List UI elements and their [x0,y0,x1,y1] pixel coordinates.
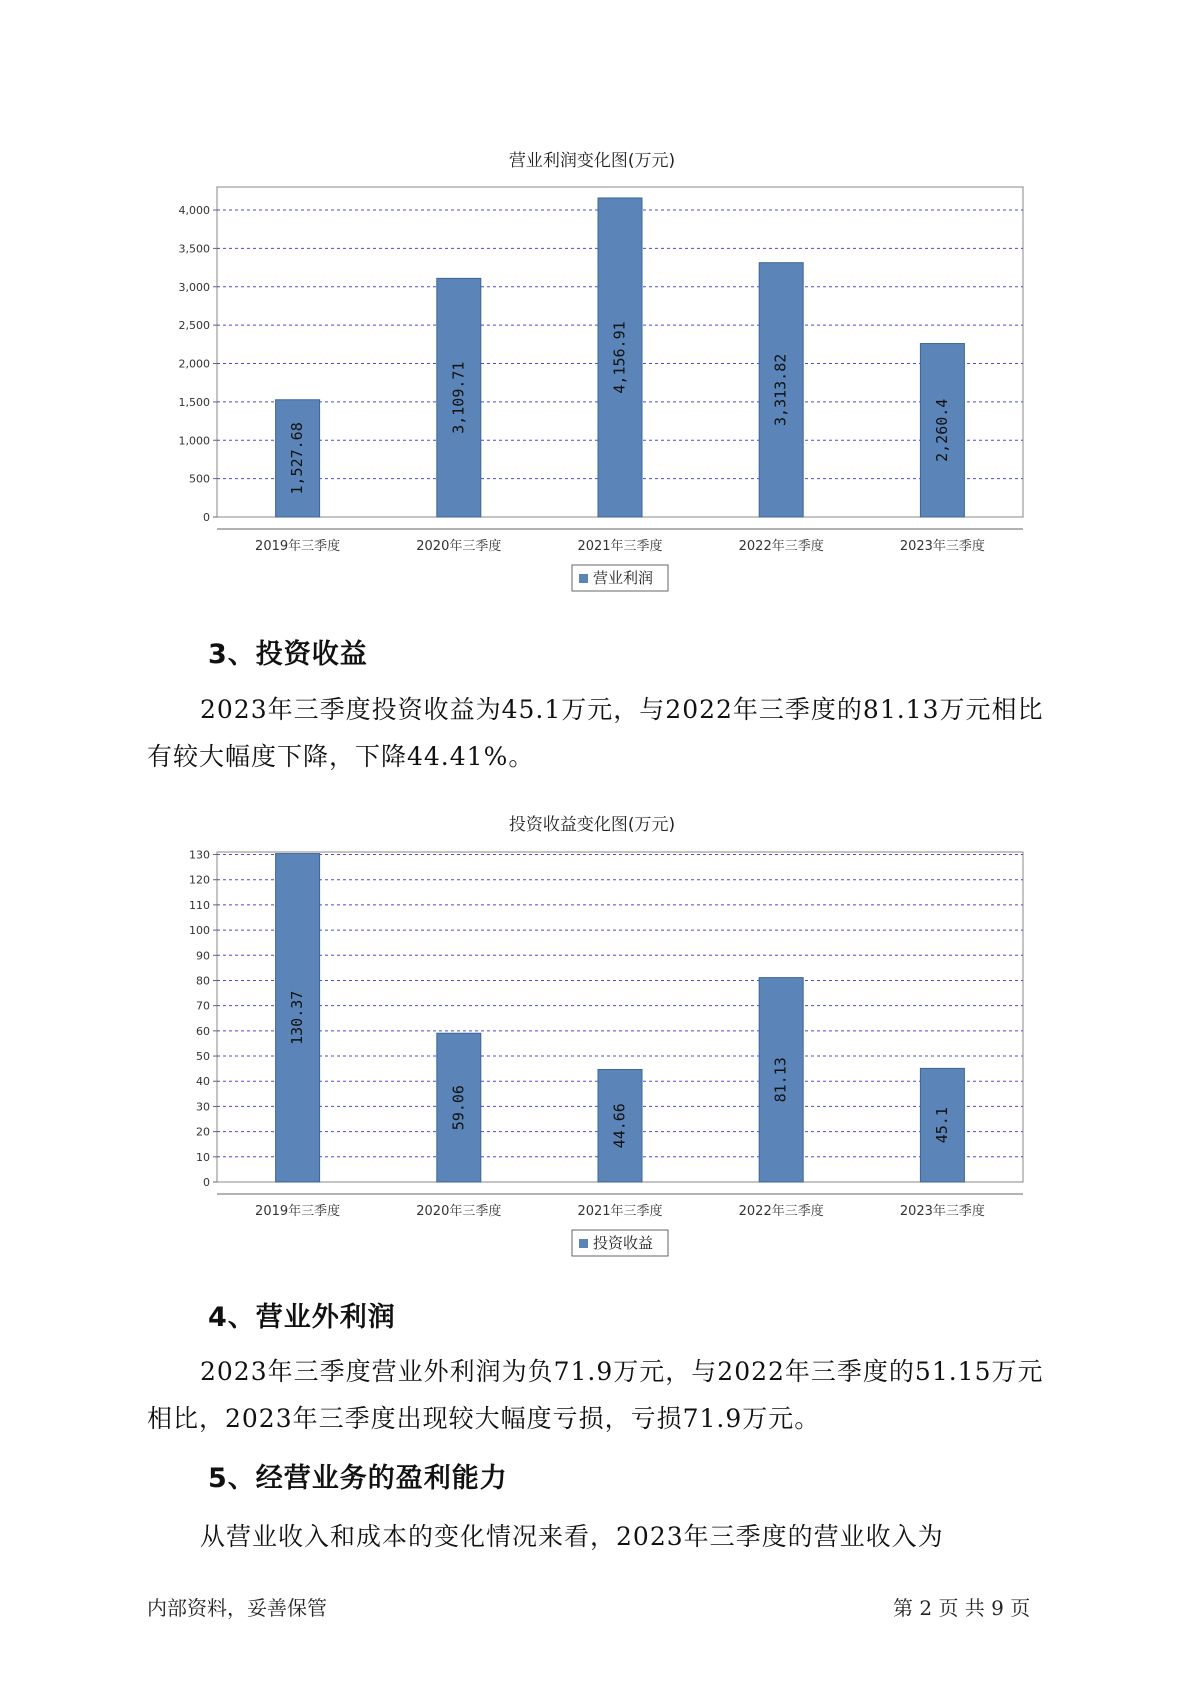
legend-swatch [579,1239,588,1248]
y-tick-label: 100 [189,924,210,938]
chart-title: 投资收益变化图(万元) [508,815,676,835]
y-tick-label: 60 [196,1024,210,1038]
legend-swatch [579,574,588,583]
y-tick-label: 120 [189,873,210,887]
y-tick-label: 30 [196,1100,210,1114]
section-heading: 4、营业外利润 [208,1302,396,1333]
y-tick-label: 130 [189,848,210,862]
y-tick-label: 110 [189,898,210,912]
data-label: 1,527.68 [288,422,307,495]
paragraph-line: 从营业收入和成本的变化情况来看，2023年三季度的营业收入为 [200,1522,944,1551]
x-tick-label: 2021年三季度 [577,1204,663,1219]
y-tick-label: 10 [196,1150,210,1164]
y-tick-label: 2,500 [178,319,210,333]
x-tick-label: 2019年三季度 [255,1204,341,1219]
data-label: 2,260.4 [932,398,951,462]
x-tick-label: 2023年三季度 [899,539,985,554]
data-label: 3,313.82 [771,353,790,426]
x-tick-label: 2020年三季度 [416,539,502,554]
data-label: 81.13 [771,1057,790,1103]
footer-note: 内部资料，妥善保管 [147,1596,327,1620]
y-tick-label: 1,500 [178,395,210,409]
y-tick-label: 1,000 [178,434,210,448]
paragraph-line: 相比，2023年三季度出现较大幅度亏损，亏损71.9万元。 [147,1404,821,1433]
page-number: 第 2 页 共 9 页 [893,1596,1031,1620]
data-label: 44.66 [610,1103,629,1149]
data-label: 4,156.91 [610,321,629,394]
data-label: 59.06 [449,1085,468,1131]
y-tick-label: 20 [196,1125,210,1139]
y-tick-label: 4,000 [178,204,210,218]
operating-profit-chart [150,175,1030,595]
x-tick-label: 2022年三季度 [738,539,824,554]
paragraph-line: 2023年三季度投资收益为45.1万元，与2022年三季度的81.13万元相比 [200,695,1044,724]
y-tick-label: 3,000 [178,280,210,294]
section-heading: 5、经营业务的盈利能力 [208,1463,508,1494]
legend-label: 投资收益 [593,1234,654,1252]
x-tick-label: 2020年三季度 [416,1204,502,1219]
section-heading: 3、投资收益 [208,639,368,670]
legend-label: 营业利润 [593,569,654,587]
y-tick-label: 50 [196,1050,210,1064]
paragraph-line: 有较大幅度下降，下降44.41%。 [147,742,535,771]
y-tick-label: 3,500 [178,242,210,256]
paragraph-line: 2023年三季度营业外利润为负71.9万元，与2022年三季度的51.15万元 [200,1357,1044,1386]
x-tick-label: 2021年三季度 [577,539,663,554]
data-label: 130.37 [288,990,307,1045]
y-tick-label: 500 [189,472,210,486]
y-tick-label: 40 [196,1075,210,1089]
y-tick-label: 0 [203,1176,210,1189]
y-tick-label: 70 [196,999,210,1013]
x-tick-label: 2022年三季度 [738,1204,824,1219]
investment-income-chart [150,840,1030,1260]
x-tick-label: 2019年三季度 [255,539,341,554]
data-label: 3,109.71 [449,361,468,434]
y-tick-label: 2,000 [178,357,210,371]
chart-title: 营业利润变化图(万元) [508,151,676,171]
y-tick-label: 0 [203,511,210,524]
y-tick-label: 90 [196,949,210,963]
y-tick-label: 80 [196,974,210,988]
x-tick-label: 2023年三季度 [899,1204,985,1219]
data-label: 45.1 [932,1107,951,1144]
